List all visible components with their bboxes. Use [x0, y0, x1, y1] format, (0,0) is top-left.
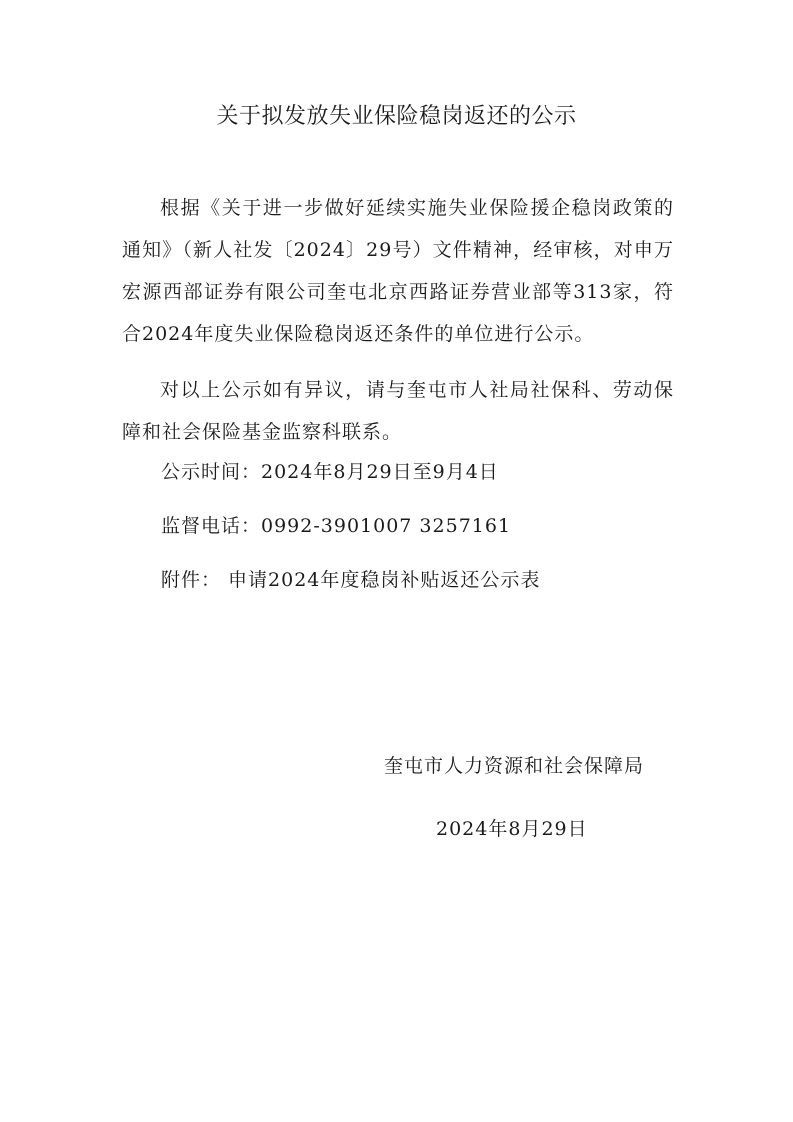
issuer-signature: 奎屯市人力资源和社会保障局 — [384, 755, 645, 777]
body-paragraph-objection: 对以上公示如有异议，请与奎屯市人社局社保科、劳动保障和社会保险基金监察科联系。 — [122, 379, 674, 443]
supervision-phone: 监督电话：0992-3901007 3257161 — [161, 515, 512, 537]
publicity-period: 公示时间：2024年8月29日至9月4日 — [161, 461, 499, 483]
issue-date: 2024年8月29日 — [436, 818, 588, 840]
attachment-line: 附件： 申请2024年度稳岗补贴返还公示表 — [161, 569, 541, 591]
document-title: 关于拟发放失业保险稳岗返还的公示 — [216, 104, 577, 129]
body-paragraph-notice: 根据《关于进一步做好延续实施失业保险援企稳岗政策的通知》（新人社发〔2024〕29号）文件精神，经审核，对申万宏源西部证券有限公司奎屯北京西路证券营业部等313家，符合2024年度失业保险稳岗返还条件的单位进行公示。 — [122, 197, 674, 345]
